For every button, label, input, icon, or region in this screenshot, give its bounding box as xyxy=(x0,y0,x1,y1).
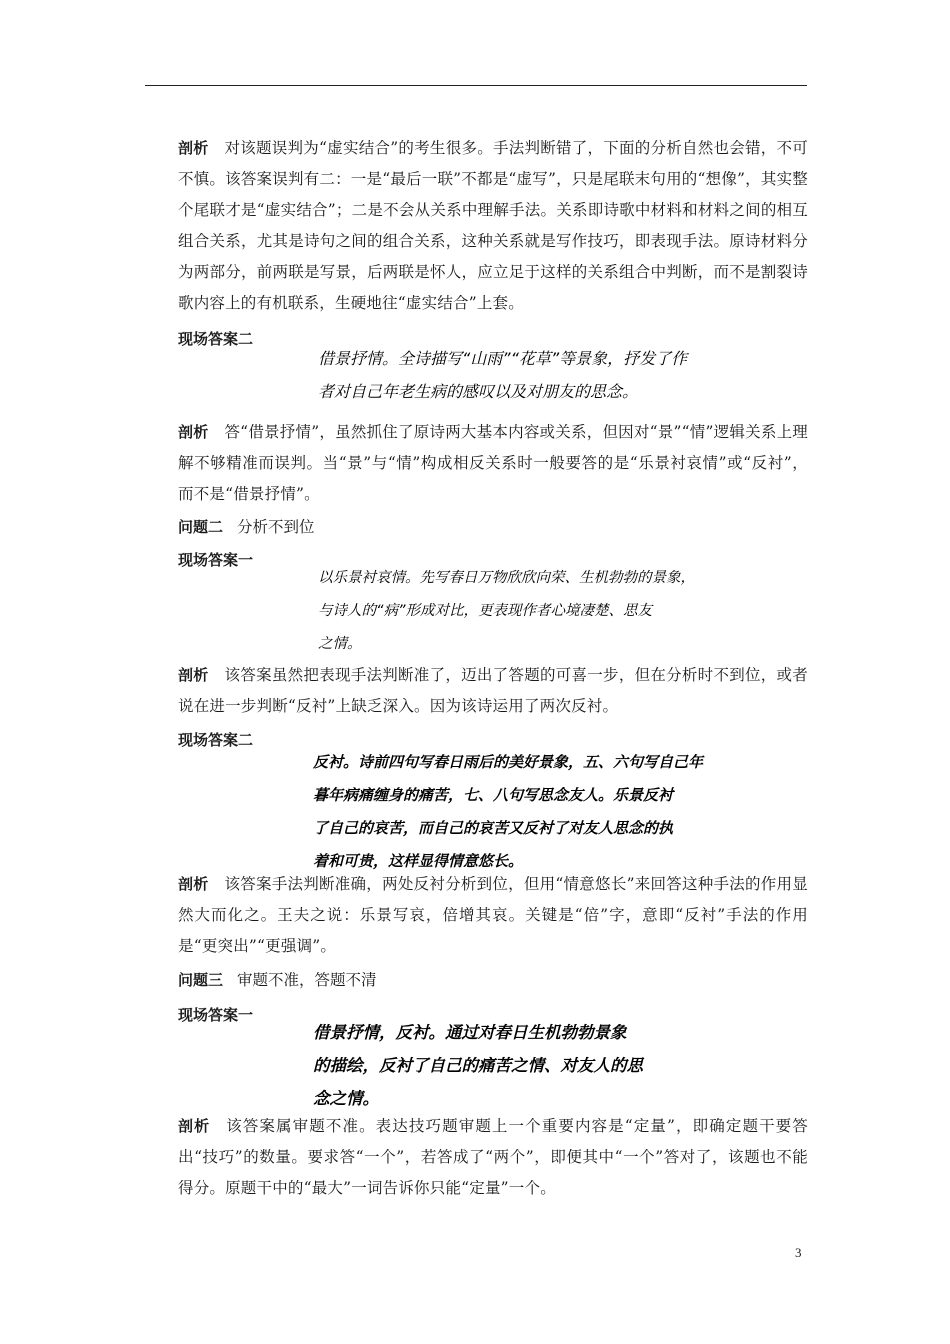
analysis-text: 该答案属审题不准。表达技巧题审题上一个重要内容是“定量”，即确定题干要答出“技巧”的数量。要求答“一个”，若答成了“两个”，即便其中“一个”答对了，该题也不能得分。原题干中的“最大”一词告诉你只能“定量”一个。 xyxy=(178,1117,808,1197)
handwritten-answer-2: 以乐景衬哀情。先写春日万物欣欣向荣、生机勃勃的景象， 与诗人的“病”形成对比，更表现作者心境凄楚、思友 之情。 xyxy=(318,570,695,652)
answer-heading: 现场答案一 xyxy=(178,551,254,569)
analysis-paragraph-3 xyxy=(178,660,808,722)
answer-heading: 现场答案一 xyxy=(178,1006,254,1024)
analysis-paragraph-4 xyxy=(178,869,808,962)
analysis-label: 剖析 xyxy=(178,666,209,684)
handwritten-answer-4: 借景抒情，反衬。通过对春日生机勃勃景象 的描绘，反衬了自己的痛苦之情、对友人的思 念之情。 xyxy=(313,1023,643,1108)
answer-heading: 现场答案二 xyxy=(178,731,254,749)
analysis-paragraph-5 xyxy=(178,1111,808,1204)
analysis-text: 该答案手法判断准确，两处反衬分析到位，但用“情意悠长”来回答这种手法的作用显然大而化之。王夫之说：乐景写哀，倍增其哀。关键是“倍”字，意即“反衬”手法的作用是“更突出”“更强调”。 xyxy=(178,875,808,955)
analysis-text: 该答案虽然把表现手法判断准了，迈出了答题的可喜一步，但在分析时不到位，或者说在进一步判断“反衬”上缺乏深入。因为该诗运用了两次反衬。 xyxy=(178,666,808,715)
analysis-label: 剖析 xyxy=(178,139,209,157)
analysis-label: 剖析 xyxy=(178,1117,211,1135)
analysis-paragraph-2 xyxy=(178,417,808,510)
analysis-text: 对该题误判为“虚实结合”的考生很多。手法判断错了，下面的分析自然也会错，不可不慎。该答案误判有二：一是“最后一联”不都是“虚写”，只是尾联末句用的“想像”，其实整个尾联才是“虚实结合”；二是不会从关系中理解手法。关系即诗歌中材料和材料之间的相互组合关系，尤其是诗句之间的组合关系，这种关系就是写作技巧，即表现手法。原诗材料分为两部分，前两联是写景，后两联是怀人，应立足于这样的关系组合中判断，而不是割裂诗歌内容上的有机联系，生硬地往“虚实结合”上套。 xyxy=(178,139,808,312)
problem-heading-3: 问题三 审题不准，答题不清 xyxy=(178,971,377,989)
problem-heading-2: 问题二 分析不到位 xyxy=(178,518,315,536)
page-number: 3 xyxy=(795,1245,802,1260)
answer-heading: 现场答案二 xyxy=(178,330,254,348)
handwritten-answer-3: 反衬。诗前四句写春日雨后的美好景象，五、六句写自己年 暮年病痛缠身的痛苦，七、八句写思念友人。乐景反衬 了自己的哀苦，而自己的哀苦又反衬了对友人思念的执 着和可贵，这样显得情意悠长。 xyxy=(313,753,704,870)
analysis-label: 剖析 xyxy=(178,423,209,441)
handwritten-answer-1: 借景抒情。全诗描写“山雨”“花草”等景象，抒发了作 者对自己年老生病的感叹以及对朋友的思念。 xyxy=(318,349,688,401)
analysis-text: 答“借景抒情”，虽然抓住了原诗两大基本内容或关系，但因对“景”“情”逻辑关系上理解不够精准而误判。当“景”与“情”构成相反关系时一般要答的是“乐景衬哀情”或“反衬”，而不是“借景抒情”。 xyxy=(178,423,808,503)
analysis-paragraph-1 xyxy=(178,133,808,319)
analysis-label: 剖析 xyxy=(178,875,209,893)
header-rule xyxy=(145,85,807,86)
